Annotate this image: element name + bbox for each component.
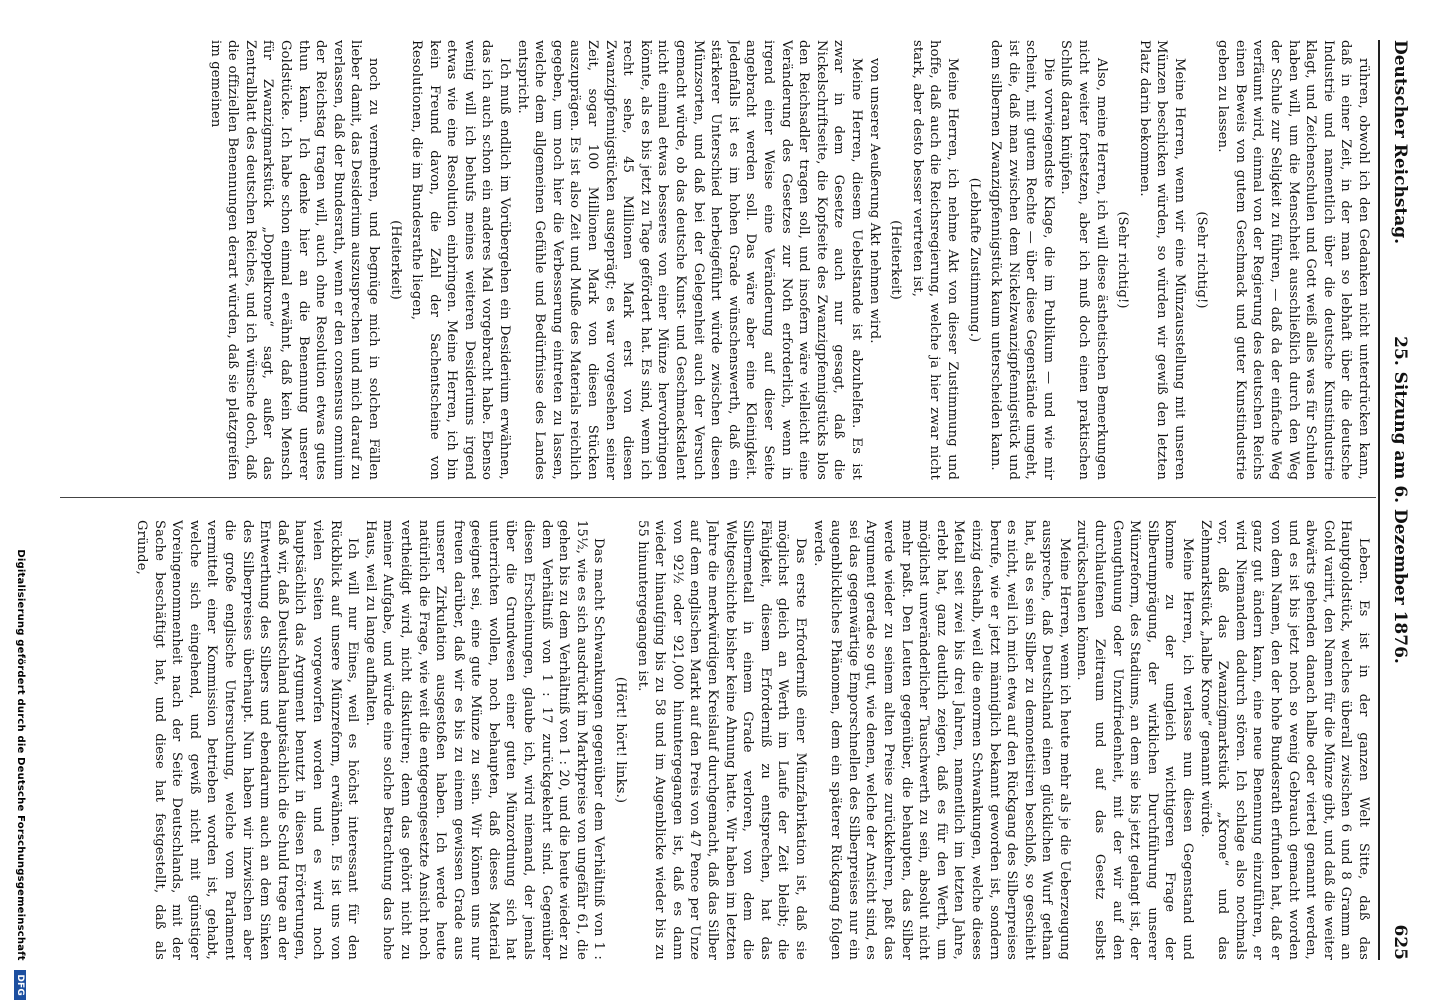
left-column-paragraph: Die vorwiegendste Klage, die im Publikum — und wie mir scheint, mit gutem Rechte — über diese Gegenstände umgeht, ist die, daß man zwischen dem Nickelzwanzigpfennigstück und dem silbernen Zwanzigpfennigstück kaum unterscheiden kann. xyxy=(988,40,1056,480)
column-divider xyxy=(60,497,1376,498)
credit-text: Digitalisierung gefördert durch die Deutsche Forschungsgemeinschaft xyxy=(15,549,26,961)
dfg-logo: DFG xyxy=(14,970,26,1000)
left-column-interjection: (Heiterkeit) xyxy=(387,220,403,300)
left-column-paragraph: von unserer Aeußerung Akt nehmen wird. xyxy=(866,58,882,344)
left-column-interjection: (Lebhafte Zustimmung.) xyxy=(966,177,982,343)
left-text-column xyxy=(32,40,1372,480)
left-column-paragraph: Meine Herren, diesem Uebelstande ist abzuhelfen. Es ist zwar in dem Gesetze auch nur gesagt, daß die Nickelschriftseite, die Kopfseite des Zwanzigpfennigstücks blos den Reichsadler tragen soll, und insofern wäre vielleicht eine Veränderung des Gesetzes zur Noth erforderlich, wenn in irgend einer Weise eine Veränderung auf dieser Seite angebracht werden soll. Das wäre aber eine Kleinigkeit. Jedenfalls ist es im hohen Grade wünschenswerth, daß ein stärkerer Unterschied herbeigeführt würde zwischen diesen Münzsorten, und daß bei der Gelegenheit auch der Versuch gemacht würde, ob das deutsche Kunst- und Geschmackstalent nicht einmal etwas besseres von einer Münze hervorbringen könnte, als es bis jetzt zu Tage gefördert hat. Es sind, wenn ich recht sehe, 45 Millionen Mark erst von diesen Zwanzigpfennigstücken ausgeprägt; es war vorgesehen seiner Zeit, sogar 100 Millionen Mark von diesen Stücken auszuprägen. Es ist also Zeit und Muße des Materials reichlich gegeben, um noch hier die Verbesserung eintreten zu lassen, welche dem allgemeinen Gefühle und Bedürfnisse des Landes entspricht. xyxy=(514,40,864,480)
digitization-credit xyxy=(14,300,26,1000)
header-page-number: 625 xyxy=(1390,924,1410,960)
right-column-paragraph: Meine Herren, ich verlasse nun diesen Gegenstand und komme zu der ungleich wichtigeren Frage der Silberumprägung, der wirklichen Durchführung unserer Münzreform, des Stadiums, an dem sie bis jetzt gelangt ist, der Genugthuung oder Unzufriedenheit, mit der wir auf den durchlaufenen Zeitraum und auf das Gesetz selbst zurückschauen können. xyxy=(1074,520,1196,960)
right-column-paragraph: Das erste Erforderniß einer Münzfabrikation ist, daß sie möglichst gleich an Werth im Laufe der Zeit bleibt; die Fähigkeit, diesem Erforderniß zu entsprechen, hat das Silbermetall in einem Grade verloren, von dem die Weltgeschichte bisher keine Ahnung hatte. Wir haben im letzten Jahre die merkwürdigen Kreislauf durchgemacht, daß das Silber auf dem englischen Markt auf den Preis von 47 Pence per Unze von 92½ oder 921,000 hinuntergegangen ist, daß es dann wieder hinaufging bis zu 58 und im Augenblicke wieder bis zu 55 hinuntergegangen ist. xyxy=(634,520,808,960)
left-column-paragraph: rühren, obwohl ich den Gedanken nicht unterdrücken kann, daß in einer Zeit, in der man so lebhaft über die deutsche Industrie und namentlich über die deutsche Kunstindustrie klagt, und Zeichenschulen und Gott weiß alles was für Schulen haben will, um die Menschheit ausschließlich durch den Weg der Schule zur Seligkeit zu führen, — daß da der einfache Weg verfäumt wird, einmal von der Regierung des deutschen Reichs einen Beweis von gutem Geschmack und guter Kunstindustrie geben zu lassen. xyxy=(1215,40,1371,480)
left-column-paragraph: Also, meine Herren, ich will diese ästhetischen Bemerkungen nicht weiter fortsetzen, aber ich muß doch einen praktischen Schluß daran knüpfen. xyxy=(1058,40,1109,480)
right-column-paragraph: Ich will nur Eines, weil es höchst interessant für den Rückblick auf unsere Münzreform, erwähnen. Es ist uns von vielen Seiten vorgeworfen worden und es wird noch hauptsächlich das Argument benutzt in diesen Erörterungen, daß wir, daß Deutschland hauptsächlich die Schuld trage an der Entwerthung des Silbers und ebendarum auch an dem Sinken des Silberpreises überhaupt. Nun haben wir inzwischen aber die große englische Untersuchung, welche vom Parlament vermittelt einer Kommission betrieben worden ist, gehabt, welche sich eingehend, und gewiß nicht mit günstiger Voreingenommenheit nach der Seite Deutschlands, mit der Sache beschäftigt hat, und diese hat festgestellt, daß als Gründe, xyxy=(134,520,361,960)
right-column-paragraph: Leben. Es ist in der ganzen Welt Sitte, daß das Hauptgoldstück, welches überall zwischen 6 und 8 Gramm an Gold variirt, den Namen für die Münze gibt, und daß die weiter abwärts gehenden danach halbe oder viertel genannt werden, und es ist bis jetzt noch so wenig Gebrauch gemacht worden von dem Namen, den der hohe Bundesrath erfunden hat, daß er ganz gut ändern kann, eine neue Benennung einzuführen, er wird Niemandem dadurch stören. Ich schlage also nochmals vor, daß das Zwanzigmarkstück „Krone“ und das Zehnmarkstück „halbe Krone“ genannt würde. xyxy=(1197,520,1371,960)
header-session-date: 25. Sitzung am 6. Dezember 1876. xyxy=(1390,336,1410,664)
left-column-paragraph: noch zu vermehren, und begnüge mich in solchen Fällen lieber damit, das Desiderium auszusprechen und mich darauf zu verlassen, daß der Bundesrath, wenn er den consensus omnium der Reichstag tragen will, auch ohne Resolution etwas gutes thun kann. Ich denke hier an die Benennung unserer Goldstücke. Ich habe schon einmal erwähnt, daß kein Mensch für Zwanzigmarkstück „Doppelkrone“ sagt, außer das Zentralblatt des deutschen Reiches, und ich wünsche doch, daß die offiziellen Benennungen derart würden, daß sie platzgreifen im gemeinen xyxy=(207,40,381,480)
left-column-paragraph: Meine Herren, wenn wir eine Münzausstellung mit unseren Münzen beschicken würden, so würden wir gewiß den letzten Platz darin bekommen. xyxy=(1136,40,1188,480)
left-column-interjection: (Sehr richtig!) xyxy=(1115,211,1131,309)
left-column-paragraph: Ich muß endlich im Vorübergehen ein Desiderium erwähnen, das ich auch schon ein anderes Mal vorgebracht habe. Ebenso wenig will ich behufs meines weiteren Desideriums irgend etwas wie eine Resolution einbringen. Meine Herren, ich bin kein Freund davon, die Zahl der Sachentscheine von Resolutionen, die im Bundesrathe liegen, xyxy=(409,40,513,480)
header-publication-title: Deutscher Reichstag. xyxy=(1390,40,1410,245)
left-column-paragraph: Meine Herren, ich nehme Akt von dieser Zustimmung und hoffe, daß auch die Reichsregierung, welche ja hier zwar nicht stark, aber desto besser vertreten ist, xyxy=(909,40,960,480)
left-column-interjection: (Heiterkeit) xyxy=(888,220,904,300)
left-column-interjection: (Sehr richtig!) xyxy=(1193,211,1209,309)
page-header xyxy=(1380,40,1414,960)
right-column-interjection: (Hört! hört! links.) xyxy=(613,676,629,804)
right-column-paragraph: Das macht Schwankungen gegenüber dem Verhältniß von 1 : 15½, wie es sich ausdrückt im Marktpreise von ungefähr 61, die gehen bis zu dem Verhältniß von 1 : 20, und die heute wieder zu dem Verhältniß von 1 : 17 zurückgekehrt sind. Gegenüber diesen Erscheinungen, glaube ich, wird niemand, der jemals über die Grundwesen einer guten Münzordnung sich hat unterrichten wollen, noch behaupten, daß dieses Material geeignet sei, eine gute Münze zu sein. Wir können uns nur freuen darüber, daß wir es bis zu einem gewissen Grade aus unserer Zirkulation ausgestoßen haben. Ich werde heute natürlich die Frage, wie weit die entgegengesetzte Ansicht noch vertheidigt wird, nicht diskutiren; denn das gehört nicht zu meiner Aufgabe, und würde eine solche Betrachtung das hohe Haus, weil zu lange aufhalten. xyxy=(362,520,607,960)
right-text-column xyxy=(32,520,1372,960)
header-rule xyxy=(1378,40,1380,960)
right-column-paragraph: Meine Herren, wenn ich heute mehr als je die Ueberzeugung ausspreche, daß Deutschland einen glücklichen Wurf gethan hat, als es sein Silber zu demonetisiren beschloß, so geschieht es nicht, weil ich mich etwa auf den Rückgang des Silberpreises berufe, wie er jetzt männiglich bekannt geworden ist, sondern einzig deshalb, weil die enormen Schwankungen, welche dieses Metall seit zwei bis drei Jahren, namentlich im letzten Jahre, erlebt hat, ganz deutlich zeigen, daß es für den Werth, um möglichst unveränderlicher Tauschwerth zu sein, absolut nicht mehr paßt. Den Leuten gegenüber, die behaupten, das Silber werde wieder zu seinem alten Preise zurückkehren, paßt das Argument gerade so gut, wie denen, welche der Ansicht sind, es sei das gegenwärtige Emporschnellen des Silberpreises nur ein augenblickliches Phänomen, dem ein späterer Rückgang folgen werde. xyxy=(810,520,1072,960)
